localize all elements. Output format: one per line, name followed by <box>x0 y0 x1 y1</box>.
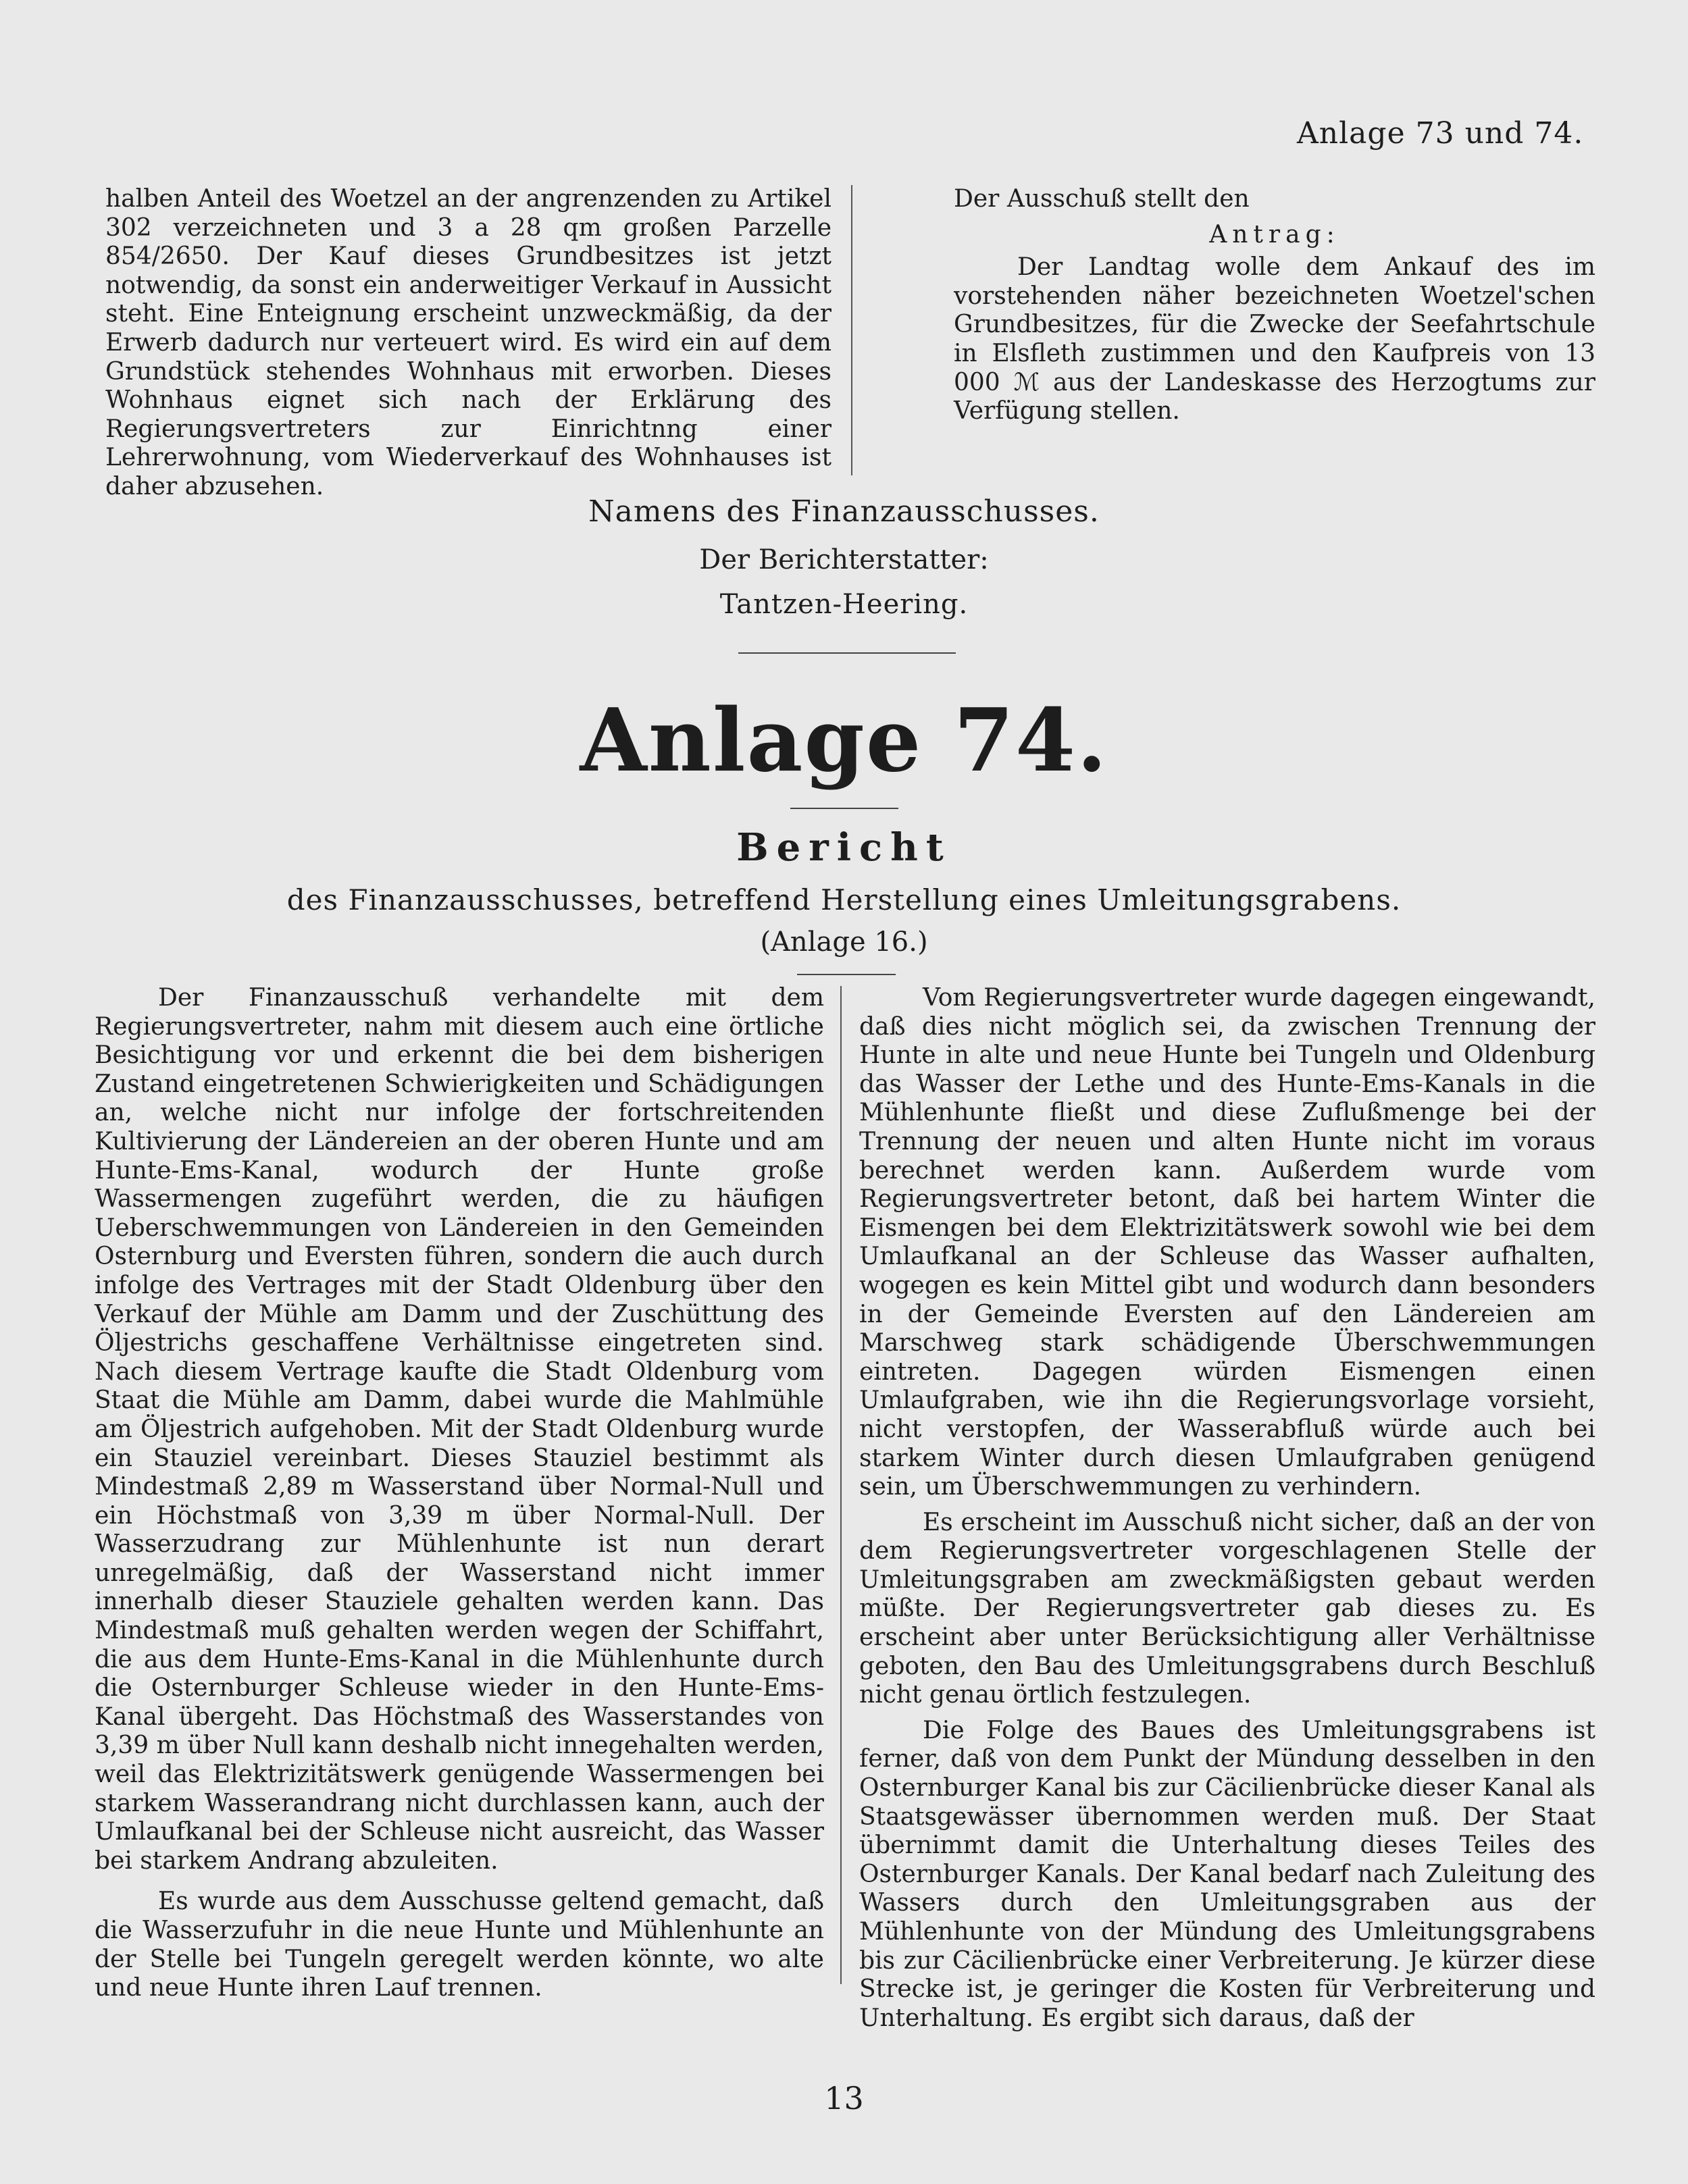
column-divider-top <box>851 185 852 475</box>
subtitle-rule <box>797 974 896 975</box>
antrag-heading: Antrag: <box>1209 220 1340 249</box>
page-number: 13 <box>824 2080 864 2116</box>
committee-intro: Der Ausschuß stellt den <box>954 185 1250 213</box>
body-paragraph: Es wurde aus dem Ausschusse geltend gemacht, daß die Wasserzufuhr in die neue Hunte und Mühlenhunte an der Stelle bei Tungeln geregelt werden könnte, wo alte und neue Hunte ihren Lauf trennen. <box>95 1888 824 2002</box>
body-paragraph: Vom Regierungsvertreter wurde dagegen eingewandt, daß dies nicht möglich sei, da zwischen Trennung der Hunte in alte und neue Hunte bei Tungeln und Oldenburg das Wasser der Lethe und des Hunte-Ems-Kanals in die Mühlenhunte fließt und diese Zuflußmenge bei der Trennung der neuen und alten Hunte nicht im voraus berechnet werden kann. Außerdem wurde vom Regierungsvertreter betont, daß bei hartem Winter die Eismengen bei dem Elektrizitätswerk sowohl wie bei dem Umlaufkanal an der Schleuse das Wasser aufhalten, wogegen es kein Mittel gibt und wodurch dann besonders in der Gemeinde Eversten auf den Ländereien am Marschweg stark schädigende Überschwemmungen eintreten. Dagegen würden Eismengen einen Umlaufgraben, wie ihn die Regierungsvorlage vorsieht, nicht verstopfen, der Wasserabfluß würde auch bei starkem Winter durch diesen Umlaufgraben genügend sein, um Überschwemmungen zu verhindern. <box>859 984 1595 1501</box>
body-paragraph: Die Folge des Baues des Umleitungsgrabens ist ferner, daß von dem Punkt der Mündung desselben in den Osternburger Kanal bis zur Cäcilienbrücke dieser Kanal als Staatsgewässer übernommen werden muß. Der Staat übernimmt damit die Unterhaltung dieses Teiles des Osternburger Kanals. Der Kanal bedarf nach Zuleitung des Wassers durch den Umleitungsgraben aus der Mühlenhunte von der Mündung des Umleitungsgrabens bis zur Cäcilienbrücke einer Verbreiterung. Je kürzer diese Strecke ist, je geringer die Kosten für Verbreiterung und Unterhaltung. Es ergibt sich daraus, daß der <box>859 1716 1595 2032</box>
signature-committee: Namens des Finanzausschusses. <box>588 494 1100 529</box>
divider-rule <box>738 652 956 654</box>
signature-role: Der Berichterstatter: <box>699 544 989 575</box>
report-reference: (Anlage 16.) <box>760 927 928 958</box>
body-paragraph: Der Finanzausschuß verhandelte mit dem Regierungsvertreter, nahm mit diesem auch eine örtliche Besichtigung vor und erkennt die bei dem bisherigen Zustand eingetretenen Schwierigkeiten und Schädigungen an, welche nicht nur infolge der fortschreitenden Kultivierung der Ländereien an der oberen Hunte und am Hunte-Ems-Kanal, wodurch der Hunte große Wassermengen zugeführt werden, die zu häufigen Ueberschwemmungen von Ländereien in den Gemeinden Osternburg und Eversten führen, sondern die auch durch infolge des Vertrages mit der Stadt Oldenburg über den Verkauf der Mühle am Damm und der Zuschüttung des Öljestrichs geschaffene Verhältnisse eingetreten sind. Nach diesem Vertrage kaufte die Stadt Oldenburg vom Staat die Mühle am Damm, dabei wurde die Mahlmühle am Öljestrich aufgehoben. Mit der Stadt Oldenburg wurde ein Stauziel vereinbart. Dieses Stauziel bestimmt als Mindestmaß 2,89 m Wasserstand über Normal-Null und ein Höchstmaß von 3,39 m über Normal-Null. Der Wasserzudrang zur Mühlenhunte ist nun derart unregelmäßig, daß der Wasserstand nicht immer innerhalb dieser Stauziele gehalten werden kann. Das Mindestmaß muß gehalten werden wegen der Schiffahrt, die aus dem Hunte-Ems-Kanal in die Mühlenhunte durch die Osternburger Schleuse wieder in den Hunte-Ems-Kanal übergeht. Das Höchstmaß des Wasserstandes von 3,39 m über Null kann deshalb nicht innegehalten werden, weil das Elektrizitätswerk genügende Wassermengen bei starkem Wasserandrang nicht durchlassen kann, auch der Umlaufkanal bei der Schleuse nicht ausreicht, das Wasser bei starkem Andrang abzuleiten. <box>95 984 824 1875</box>
body-right-column <box>859 984 1595 2033</box>
title-rule <box>790 808 898 809</box>
running-head: Anlage 73 und 74. <box>1297 116 1584 151</box>
signature-name: Tantzen-Heering. <box>719 589 969 620</box>
body-left-column <box>95 984 824 2003</box>
top-right-column <box>954 185 1595 426</box>
report-subtitle: des Finanzausschusses, betreffend Herstellung eines Umleitungsgrabens. <box>286 883 1402 916</box>
column-divider-body <box>840 986 842 1984</box>
main-title: Anlage 74. <box>580 690 1108 791</box>
top-left-paragraph: halben Anteil des Woetzel an der angrenzenden zu Artikel 302 verzeichneten und 3 a 28 qm großen Parzelle 854/2650. Der Kauf dieses Grundbesitzes ist jetzt notwendig, da sonst ein anderweitiger Verkauf in Aussicht steht. Eine Enteignung erscheint unzweckmäßig, da der Erwerb dadurch nur verteuert wird. Es wird ein auf dem Grundstück stehendes Wohnhaus mit erworben. Dieses Wohnhaus eignet sich nach der Erklärung des Regierungsvertreters zur Einrichtnng einer Lehrerwohnung, vom Wiederverkauf des Wohnhauses ist daher abzusehen. <box>105 185 832 500</box>
top-left-column <box>105 185 832 502</box>
antrag-text: Der Landtag wolle dem Ankauf des im vorstehenden näher bezeichneten Woetzel'schen Grundbesitzes, für die Zwecke der Seefahrtschule in Elsfleth zustimmen und den Kaufpreis von 13 000 ℳ aus der Landeskasse des Herzogtums zur Verfügung stellen. <box>954 253 1595 425</box>
body-paragraph: Es erscheint im Ausschuß nicht sicher, daß an der von dem Regierungsvertreter vorgeschlagenen Stelle der Umleitungsgraben am zweckmäßigsten gebaut werden müßte. Der Regierungsvertreter gab dieses zu. Es erscheint aber unter Berücksichtigung aller Verhältnisse geboten, den Bau des Umleitungsgrabens durch Beschluß nicht genau örtlich festzulegen. <box>859 1508 1595 1709</box>
report-heading: Bericht <box>736 825 952 870</box>
